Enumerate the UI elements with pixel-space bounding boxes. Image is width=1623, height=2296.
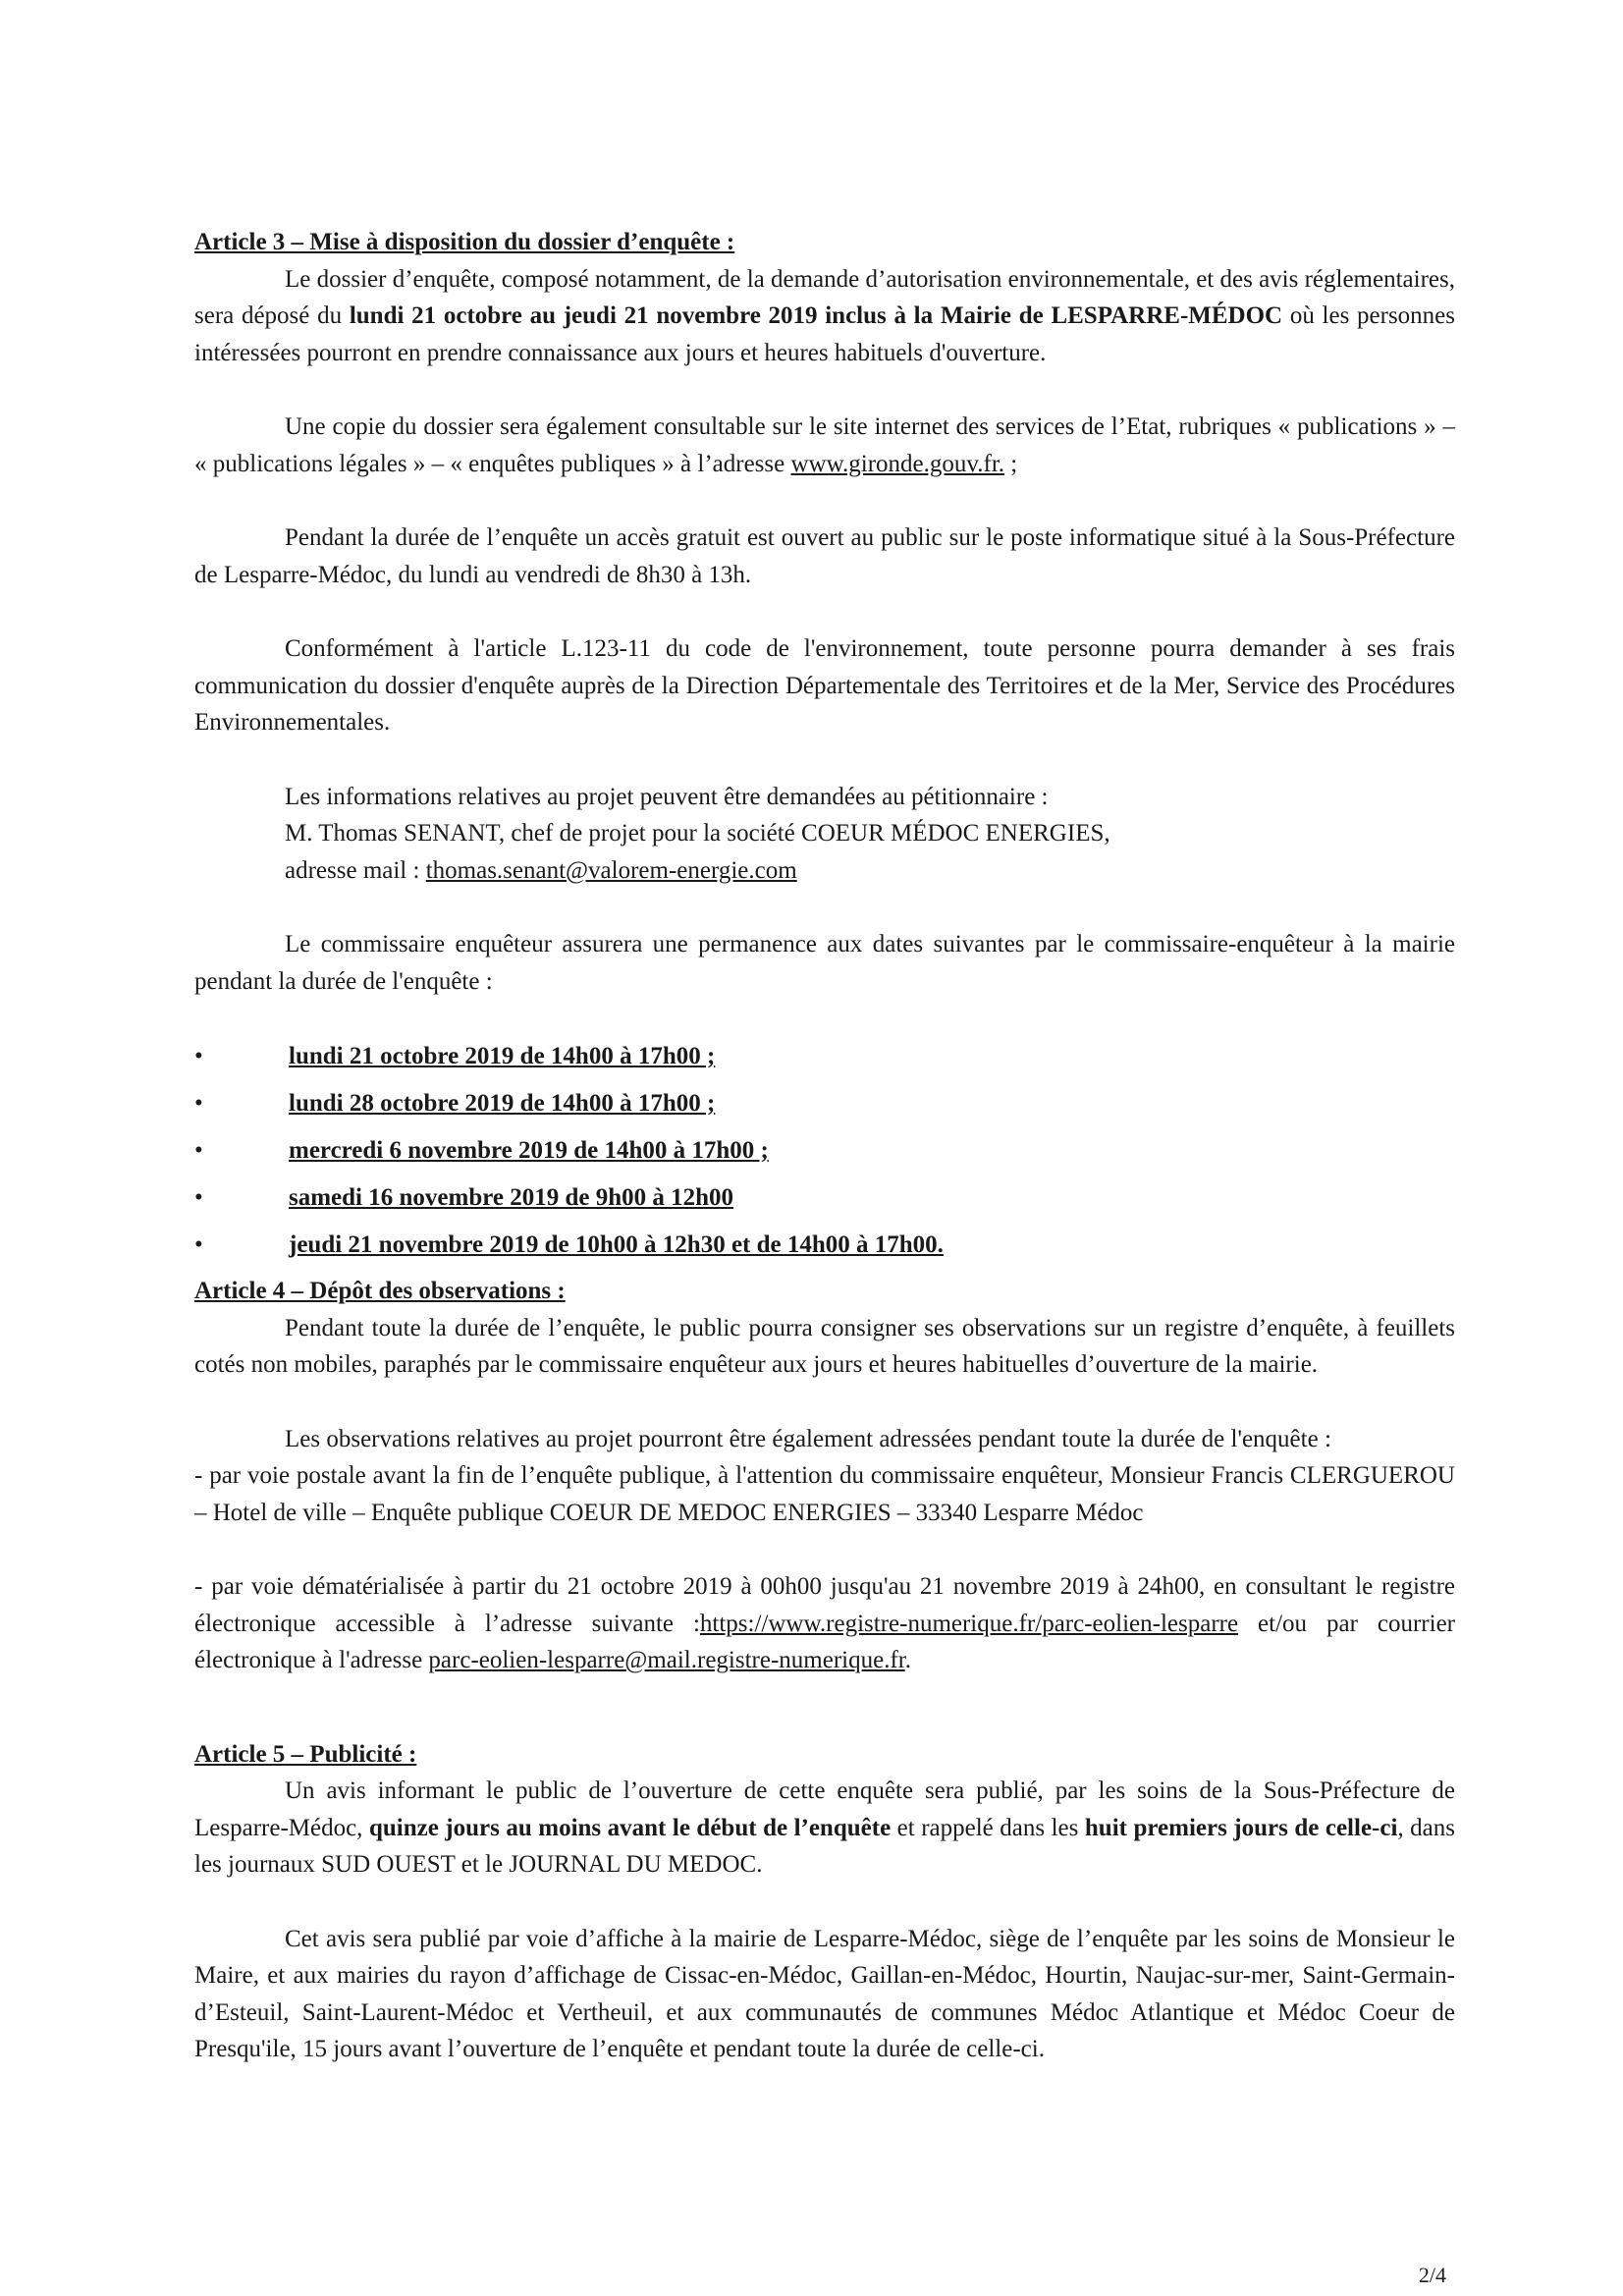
- list-item: [194, 1178, 1455, 1226]
- text-span: .: [904, 1647, 911, 1673]
- list-item: [194, 1131, 1455, 1178]
- article-3-heading: Article 3 – Mise à disposition du dossier d’enquête :: [194, 229, 735, 255]
- text-span: ;: [1004, 450, 1018, 477]
- registre-link[interactable]: https://www.registre-numerique.fr/parc-eolien-lesparre: [699, 1610, 1239, 1637]
- bold-span: lundi 21 octobre au jeudi 21 novembre 2019 inclus à la Mairie de LESPARRE-MÉDOC: [349, 302, 1283, 329]
- permanence-list: [194, 1037, 1455, 1273]
- article-3-paragraph-5: Le commissaire enquêteur assurera une permanence aux dates suivantes par le commissaire-enquêteur à la mairie pendant la durée de l'enquête :: [194, 931, 1455, 995]
- article-4-paragraph-4: [194, 1568, 1455, 1679]
- text-span: , dans les journaux SUD OUEST et le JOURNAL DU MEDOC.: [194, 1814, 1455, 1878]
- article-4-paragraph-3: - par voie postale avant la fin de l’enquête publique, à l'attention du commissaire enquêteur, Monsieur Francis CLERGUEROU – Hotel de ville – Enquête publique COEUR DE MEDOC ENERGIES – 33340 Lesparre Médoc: [194, 1462, 1455, 1526]
- gironde-link[interactable]: www.gironde.gouv.fr.: [790, 450, 1005, 477]
- bullet-icon: •: [194, 1184, 203, 1211]
- bullet-icon: •: [194, 1137, 203, 1164]
- text-span: Une copie du dossier sera également consultable sur le site internet des services de l’Etat, rubriques « publications » – « publications légales » – « enquêtes publiques » à l’adresse: [194, 413, 1455, 477]
- text-span: et/ou par courrier électronique à l'adresse: [194, 1610, 1455, 1673]
- text-span: où les personnes intéressées pourront en prendre connaissance aux jours et heures habituels d'ouverture.: [194, 302, 1455, 366]
- article-5-paragraph-2: Cet avis sera publié par voie d’affiche à la mairie de Lesparre-Médoc, siège de l’enquête par les soins de Monsieur le Maire, et aux mairies du rayon d’affichage de Cissac-en-Médoc, Gaillan-en-Médoc, Hourtin, Naujac-sur-mer, Saint-Germain-d’Esteuil, Saint-Laurent-Médoc et Vertheuil, et aux communautés de communes Médoc Atlantique et Médoc Coeur de Presqu'ile, 15 jours avant l’ouverture de l’enquête et pendant toute la durée de celle-ci.: [194, 1925, 1455, 2062]
- article-4-heading: Article 4 – Dépôt des observations :: [194, 1278, 566, 1304]
- article-3-paragraph-2: [194, 409, 1455, 482]
- article-3-paragraph-4: Conformément à l'article L.123-11 du code de l'environnement, toute personne pourra demander à ses frais communication du dossier d'enquête auprès de la Direction Départementale des Territoires et de la Mer, Service des Procédures Environnementales.: [194, 635, 1455, 736]
- permanence-date: lundi 28 octobre 2019 de 14h00 à 17h00 ;: [289, 1090, 716, 1117]
- bold-span: quinze jours au moins avant le début de l’enquête: [368, 1814, 892, 1841]
- permanence-date: mercredi 6 novembre 2019 de 14h00 à 17h00 ;: [289, 1137, 769, 1164]
- bold-span: huit premiers jours de celle-ci: [1084, 1814, 1398, 1841]
- text-span: Un avis informant le public de l’ouverture de cette enquête sera publié, par les soins de la Sous-Préfecture de Lesparre-Médoc,: [194, 1777, 1455, 1841]
- article-5-heading: Article 5 – Publicité :: [194, 1740, 417, 1768]
- article-3-paragraph-1: [194, 261, 1455, 372]
- registre-email-link[interactable]: parc-eolien-lesparre@mail.registre-numerique.fr: [428, 1647, 905, 1673]
- permanence-date: jeudi 21 novembre 2019 de 10h00 à 12h30 et de 14h00 à 17h00.: [289, 1231, 944, 1258]
- document-body: [194, 224, 1455, 2068]
- article-5-paragraph-1: [194, 1773, 1455, 1884]
- permanence-date: lundi 21 octobre 2019 de 14h00 à 17h00 ;: [289, 1043, 716, 1069]
- page-number: 2/4: [1418, 2263, 1446, 2287]
- text-span: - par voie dématérialisée à partir du 21 octobre 2019 à 00h00 jusqu'au 21 novembre 2019 à 24h00, en consultant le registre électronique accessible à l’adresse suivante :: [194, 1573, 1455, 1637]
- text-span: Le dossier d’enquête, composé notamment, de la demande d’autorisation environnementale, et des avis réglementaires, sera déposé du: [194, 265, 1455, 329]
- article-3-paragraph-3: Pendant la durée de l’enquête un accès gratuit est ouvert au public sur le poste informatique situé à la Sous-Préfecture de Lesparre-Médoc, du lundi au vendredi de 8h30 à 13h.: [194, 524, 1455, 588]
- bullet-icon: •: [194, 1231, 203, 1258]
- list-item: [194, 1226, 1455, 1273]
- list-item: [194, 1037, 1455, 1084]
- bullet-icon: •: [194, 1043, 203, 1069]
- article-4-paragraph-1: Pendant toute la durée de l’enquête, le public pourra consigner ses observations sur un registre d’enquête, à feuillets cotés non mobiles, paraphés par le commissaire enquêteur aux jours et heures habituelles d’ouverture de la mairie.: [194, 1314, 1455, 1378]
- petitioner-info: [194, 779, 1455, 890]
- article-4-paragraph-2: Les observations relatives au projet pourront être également adressées pendant toute la durée de l'enquête :: [285, 1425, 1331, 1452]
- list-item: [194, 1084, 1455, 1131]
- petitioner-info-line-3: [285, 852, 1455, 890]
- petitioner-info-line-2: M. Thomas SENANT, chef de projet pour la société COEUR MÉDOC ENERGIES,: [285, 820, 1110, 847]
- bullet-icon: •: [194, 1090, 203, 1117]
- petitioner-info-line-1: Les informations relatives au projet peuvent être demandées au pétitionnaire :: [285, 783, 1049, 810]
- email-link[interactable]: thomas.senant@valorem-energie.com: [425, 856, 797, 884]
- text-span: et rappelé dans les: [891, 1814, 1085, 1841]
- text-span: adresse mail :: [285, 856, 426, 884]
- permanence-date: samedi 16 novembre 2019 de 9h00 à 12h00: [289, 1184, 734, 1211]
